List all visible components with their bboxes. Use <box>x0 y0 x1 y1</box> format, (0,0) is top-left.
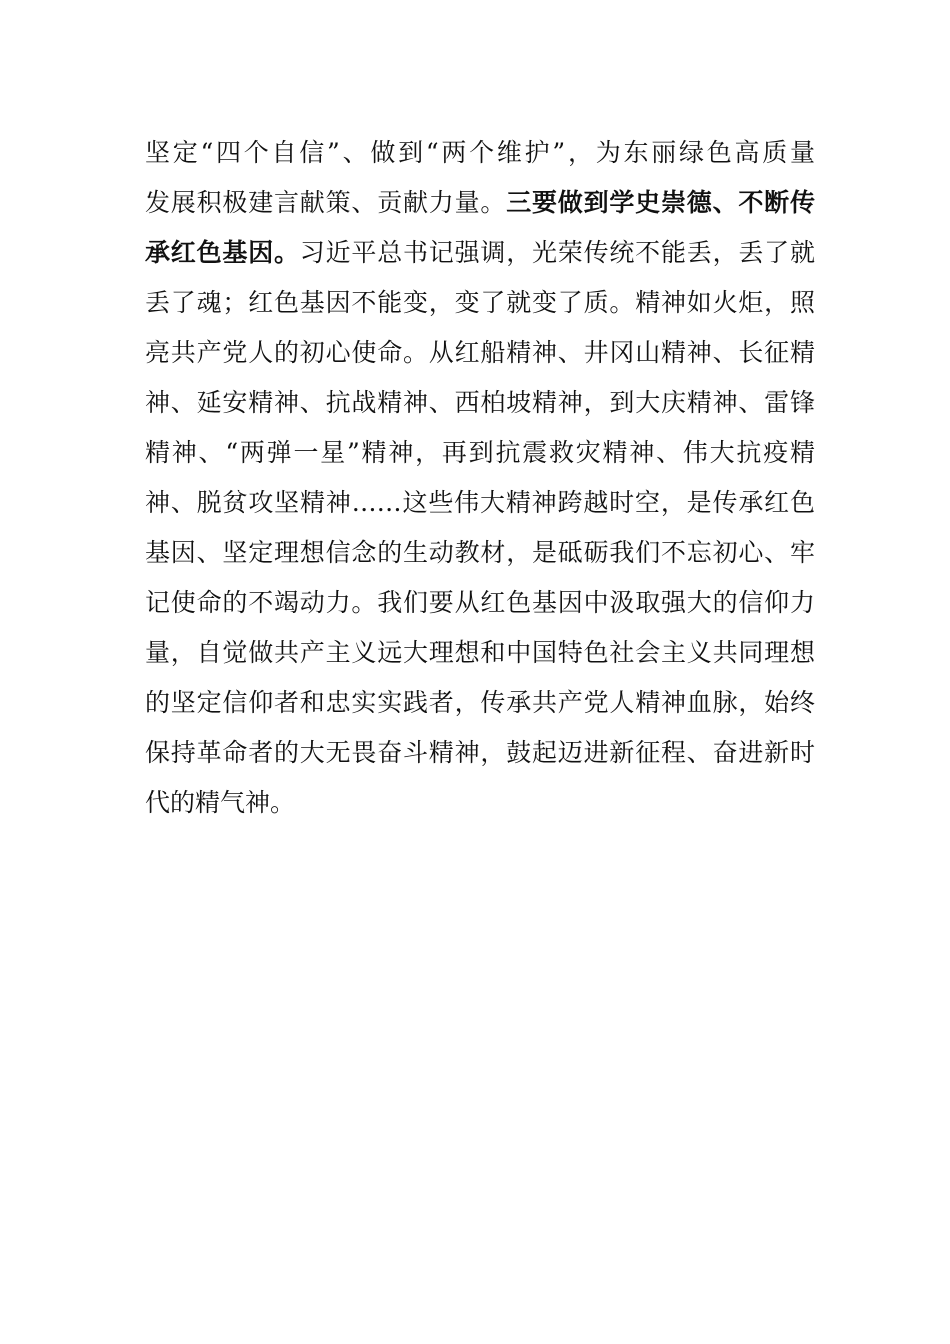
text-line: 丢了魂；红色基因不能变，变了就变了质。精神如火炬，照 <box>145 288 815 317</box>
text-run: 习近平总书记强调，光荣传统不能丢，丢了就 <box>299 238 815 267</box>
text-line: 保持革命者的大无畏奋斗精神，鼓起迈进新征程、奋进新时 <box>145 738 815 767</box>
text-run: 发展积极建言献策、贡献力量。 <box>145 188 507 217</box>
text-line: 神、脱贫攻坚精神……这些伟大精神跨越时空，是传承红色 <box>145 488 815 517</box>
text-line: 记使命的不竭动力。我们要从红色基因中汲取强大的信仰力 <box>145 588 815 617</box>
text-line: 的坚定信仰者和忠实实践者，传承共产党人精神血脉，始终 <box>145 688 815 717</box>
text-line: 代的精气神。 <box>145 788 296 817</box>
text-line: 量，自觉做共产主义远大理想和中国特色社会主义共同理想 <box>145 638 815 667</box>
bold-heading-run: 三要做到学史崇德、不断传 <box>506 188 815 217</box>
text-line <box>145 228 815 278</box>
text-line: 神、延安精神、抗战精神、西柏坡精神，到大庆精神、雷锋 <box>145 388 815 417</box>
text-line: 坚定“四个自信”、做到“两个维护”，为东丽绿色高质量 <box>145 138 815 167</box>
body-paragraph <box>145 128 815 828</box>
text-line: 精神、“两弹一星”精神，再到抗震救灾精神、伟大抗疫精 <box>145 438 815 467</box>
text-line <box>145 178 815 228</box>
text-line: 亮共产党人的初心使命。从红船精神、井冈山精神、长征精 <box>145 338 815 367</box>
bold-heading-run: 承红色基因。 <box>145 238 300 267</box>
text-line: 基因、坚定理想信念的生动教材，是砥砺我们不忘初心、牢 <box>145 538 815 567</box>
